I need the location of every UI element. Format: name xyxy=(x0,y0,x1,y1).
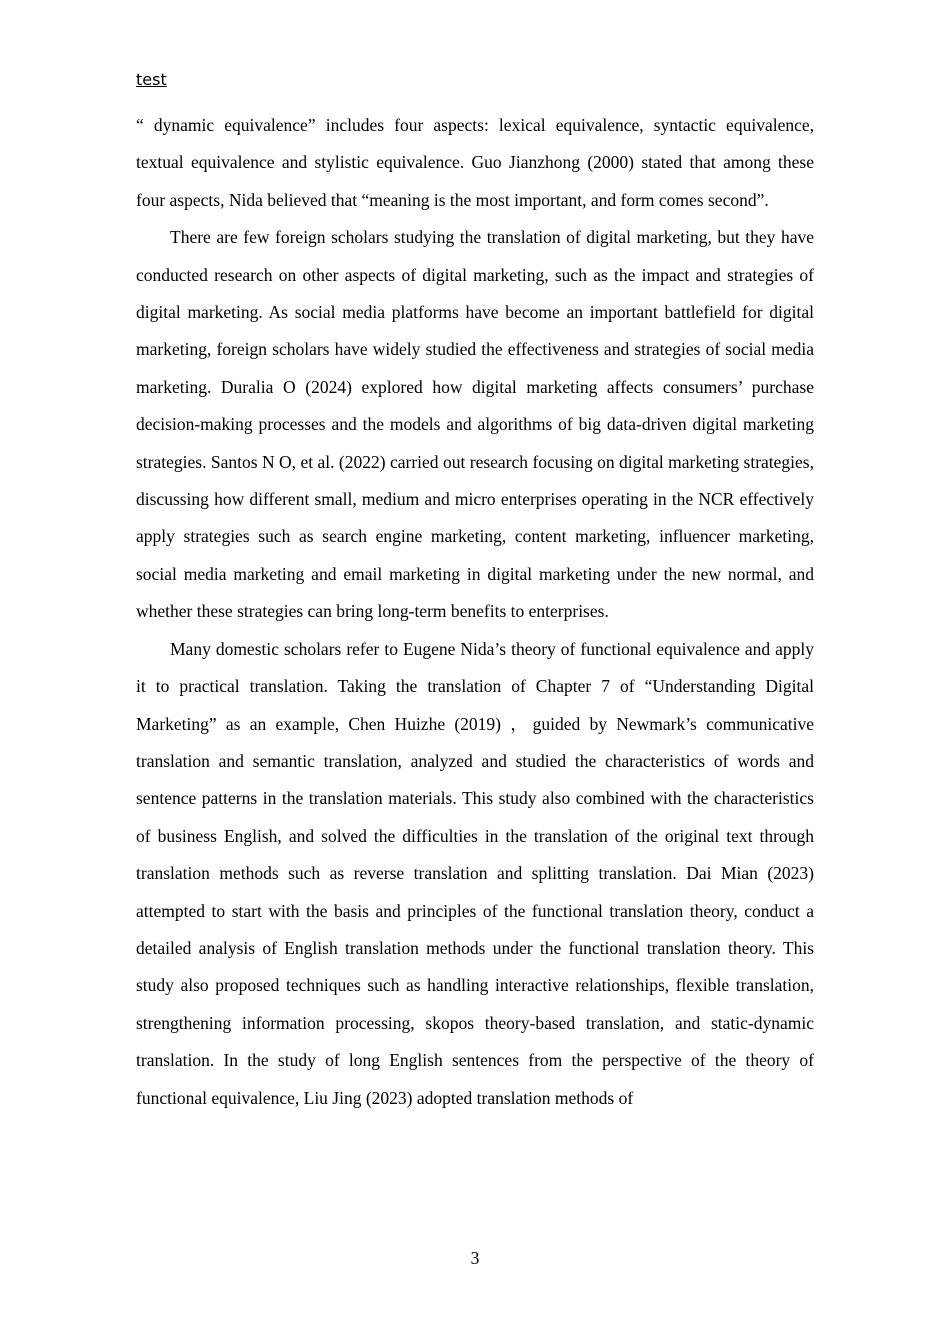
page-header: test xyxy=(136,70,167,89)
body-text xyxy=(136,107,814,1117)
paragraph-1: “ dynamic equivalence” includes four aspects: lexical equivalence, syntactic equivalence, textual equivalence and stylistic equivalence. Guo Jianzhong (2000) stated that among these four aspects, Nida believed that “meaning is the most important, and form comes second”. xyxy=(136,115,814,210)
page-number: 3 xyxy=(470,1248,480,1268)
paragraph-2: There are few foreign scholars studying the translation of digital marketing, but they have conducted research on other aspects of digital marketing, such as the impact and strategies of digital marketing. As social media platforms have become an important battlefield for digital marketing, foreign scholars have widely studied the effectiveness and strategies of social media marketing. Duralia O (2024) explored how digital marketing affects consumers’ purchase decision-making processes and the models and algorithms of big data-driven digital marketing strategies. Santos N O, et al. (2022) carried out research focusing on digital marketing strategies, discussing how different small, medium and micro enterprises operating in the NCR effectively apply strategies such as search engine marketing, content marketing, influencer marketing, social media marketing and email marketing in digital marketing under the new normal, and whether these strategies can bring long-term benefits to enterprises. xyxy=(136,227,814,622)
paragraph-3: Many domestic scholars refer to Eugene Nida’s theory of functional equivalence and apply it to practical translation. Taking the translation of Chapter 7 of “Understanding Digital Marketing” as an example, Chen Huizhe (2019) ，guided by Newmark’s communicative translation and semantic translation, analyzed and studied the characteristics of words and sentence patterns in the translation materials. This study also combined with the characteristics of business English, and solved the difficulties in the translation of the original text through translation methods such as reverse translation and splitting translation. Dai Mian (2023) attempted to start with the basis and principles of the functional translation theory, conduct a detailed analysis of English translation methods under the functional translation theory. This study also proposed techniques such as handling interactive relationships, flexible translation, strengthening information processing, skopos theory-based translation, and static-dynamic translation. In the study of long English sentences from the perspective of the theory of functional equivalence, Liu Jing (2023) adopted translation methods of xyxy=(136,638,814,1108)
